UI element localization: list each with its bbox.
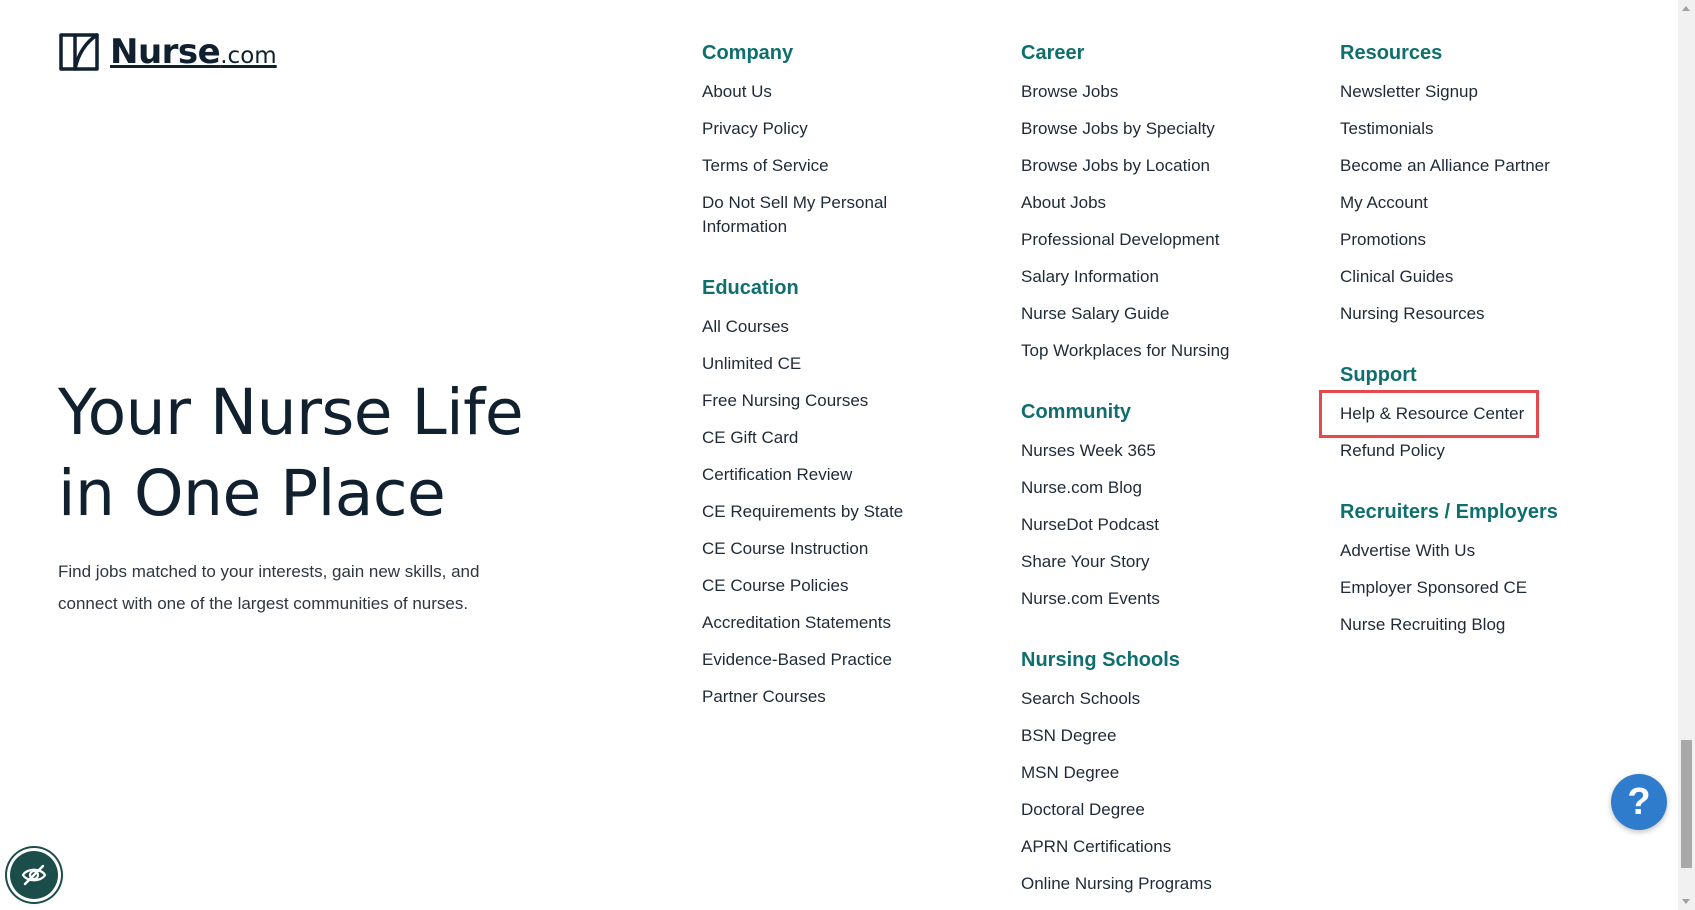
link-ce-course-instruction[interactable]: CE Course Instruction (702, 539, 869, 558)
link-top-workplaces[interactable]: Top Workplaces for Nursing (1021, 341, 1230, 360)
link-help-resource-center[interactable]: Help & Resource Center (1322, 393, 1536, 435)
link-browse-jobs[interactable]: Browse Jobs (1021, 82, 1119, 101)
open-book-icon (58, 32, 100, 72)
eye-slash-icon (20, 861, 48, 889)
career-links (1021, 80, 1301, 376)
community-heading: Community (1021, 401, 1131, 423)
link-nursing-resources[interactable]: Nursing Resources (1340, 304, 1485, 323)
nurse-com-logo[interactable] (58, 32, 277, 72)
company-links (702, 80, 982, 252)
company-heading: Company (702, 42, 794, 64)
hero-title-line1: Your Nurse Life (58, 376, 524, 449)
hero-title (58, 372, 618, 534)
link-unlimited-ce[interactable]: Unlimited CE (702, 354, 802, 373)
community-links (1021, 439, 1301, 624)
link-certification-review[interactable]: Certification Review (702, 465, 853, 484)
link-alliance-partner[interactable]: Become an Alliance Partner (1340, 156, 1550, 175)
link-doctoral-degree[interactable]: Doctoral Degree (1021, 800, 1145, 819)
link-nurse-salary-guide[interactable]: Nurse Salary Guide (1021, 304, 1170, 323)
nursing-schools-section (1021, 647, 1301, 909)
education-heading: Education (702, 277, 799, 299)
link-promotions[interactable]: Promotions (1340, 230, 1426, 249)
link-browse-jobs-by-location[interactable]: Browse Jobs by Location (1021, 156, 1210, 175)
link-browse-jobs-by-specialty[interactable]: Browse Jobs by Specialty (1021, 119, 1215, 138)
logo-text (110, 32, 277, 72)
link-nurse-com-blog[interactable]: Nurse.com Blog (1021, 478, 1142, 497)
link-free-nursing-courses[interactable]: Free Nursing Courses (702, 391, 869, 410)
link-my-account[interactable]: My Account (1340, 193, 1428, 212)
link-about-us[interactable]: About Us (702, 82, 772, 101)
link-share-your-story[interactable]: Share Your Story (1021, 552, 1150, 571)
logo-suffix: .com (220, 43, 277, 69)
nursing-schools-links (1021, 687, 1301, 909)
link-search-schools[interactable]: Search Schools (1021, 689, 1141, 708)
link-msn-degree[interactable]: MSN Degree (1021, 763, 1120, 782)
recruiters-links (1340, 539, 1620, 650)
link-professional-development[interactable]: Professional Development (1021, 230, 1220, 249)
link-privacy-policy[interactable]: Privacy Policy (702, 119, 808, 138)
accessibility-button[interactable] (10, 851, 58, 899)
link-partner-courses[interactable]: Partner Courses (702, 687, 826, 706)
career-section (1021, 40, 1301, 376)
link-evidence-based-practice[interactable]: Evidence-Based Practice (702, 650, 892, 669)
recruiters-section (1340, 499, 1620, 650)
resources-heading: Resources (1340, 42, 1443, 64)
recruiters-heading: Recruiters / Employers (1340, 501, 1558, 523)
resources-links (1340, 80, 1620, 339)
scroll-up-arrow-icon[interactable] (1682, 6, 1690, 11)
support-section (1340, 362, 1620, 476)
link-ce-course-policies[interactable]: CE Course Policies (702, 576, 849, 595)
link-all-courses[interactable]: All Courses (702, 317, 789, 336)
link-bsn-degree[interactable]: BSN Degree (1021, 726, 1117, 745)
logo-name: Nurse (110, 32, 221, 72)
link-ce-requirements-by-state[interactable]: CE Requirements by State (702, 502, 904, 521)
link-employer-sponsored-ce[interactable]: Employer Sponsored CE (1340, 578, 1528, 597)
support-heading: Support (1340, 364, 1417, 386)
company-section (702, 40, 982, 252)
link-online-nursing-programs[interactable]: Online Nursing Programs (1021, 874, 1212, 893)
link-accreditation-statements[interactable]: Accreditation Statements (702, 613, 891, 632)
link-terms-of-service[interactable]: Terms of Service (702, 156, 829, 175)
page-scrollbar[interactable] (1678, 0, 1695, 910)
link-clinical-guides[interactable]: Clinical Guides (1340, 267, 1454, 286)
scroll-down-arrow-icon[interactable] (1682, 899, 1690, 904)
education-links (702, 315, 982, 722)
nursing-schools-heading: Nursing Schools (1021, 649, 1180, 671)
link-advertise-with-us[interactable]: Advertise With Us (1340, 541, 1476, 560)
link-refund-policy[interactable]: Refund Policy (1340, 441, 1445, 460)
resources-section (1340, 40, 1620, 339)
hero-title-line2: in One Place (58, 457, 446, 530)
link-nurse-com-events[interactable]: Nurse.com Events (1021, 589, 1160, 608)
career-heading: Career (1021, 42, 1085, 64)
link-aprn-certifications[interactable]: APRN Certifications (1021, 837, 1172, 856)
link-about-jobs[interactable]: About Jobs (1021, 193, 1107, 212)
link-ce-gift-card[interactable]: CE Gift Card (702, 428, 799, 447)
link-do-not-sell[interactable]: Do Not Sell My Personal Information (702, 193, 888, 236)
hero-description: Find jobs matched to your interests, gain new skills, and connect with one of the largest communities of nurses. (58, 562, 480, 613)
link-nursedot-podcast[interactable]: NurseDot Podcast (1021, 515, 1159, 534)
link-testimonials[interactable]: Testimonials (1340, 119, 1434, 138)
help-button[interactable] (1611, 774, 1667, 830)
support-links (1340, 393, 1620, 476)
footer-column-1 (702, 40, 982, 745)
education-section (702, 275, 982, 722)
link-nurse-recruiting-blog[interactable]: Nurse Recruiting Blog (1340, 615, 1506, 634)
footer-column-2 (1021, 40, 1301, 910)
scrollbar-thumb[interactable] (1681, 740, 1692, 868)
link-newsletter-signup[interactable]: Newsletter Signup (1340, 82, 1478, 101)
link-nurses-week-365[interactable]: Nurses Week 365 (1021, 441, 1156, 460)
question-mark-icon: ? (1627, 780, 1651, 823)
community-section (1021, 399, 1301, 624)
link-salary-information[interactable]: Salary Information (1021, 267, 1159, 286)
footer-column-3 (1340, 40, 1620, 673)
